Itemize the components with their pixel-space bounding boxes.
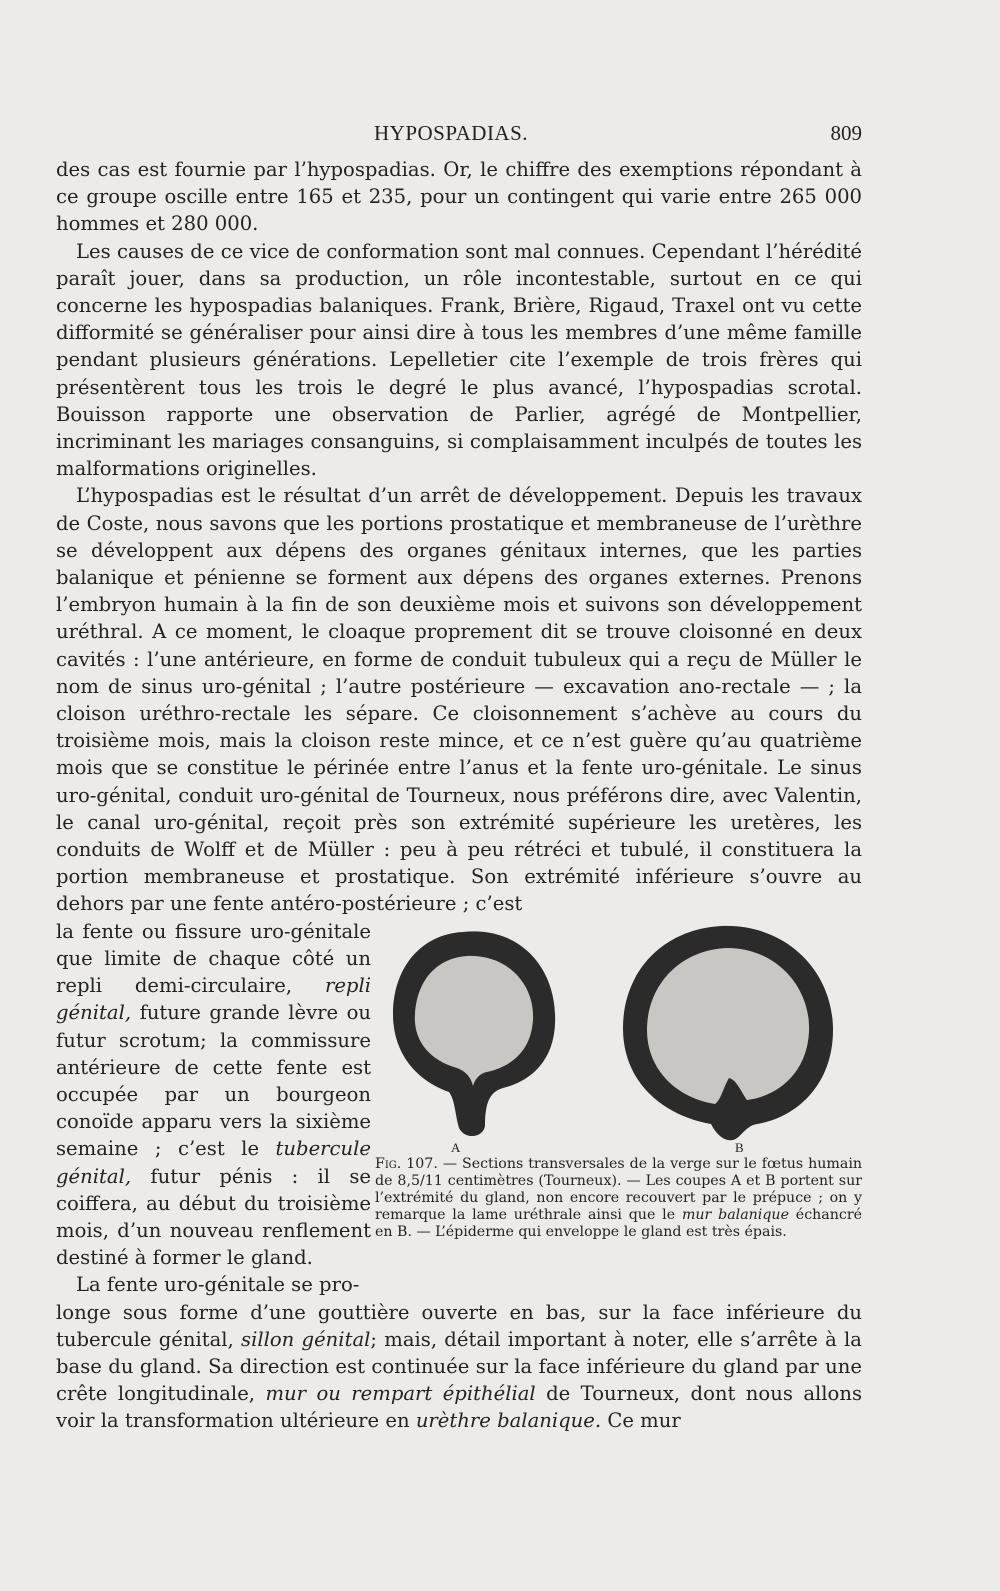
- paragraph-4-start: La fente uro-génitale se pro-: [76, 1273, 360, 1297]
- figure-107: [385, 918, 862, 1154]
- caption-italic: mur balanique: [681, 1206, 789, 1223]
- text-run: Ce mur: [607, 1409, 681, 1433]
- paragraph-4: [56, 1299, 862, 1435]
- section-b-drawing: [623, 926, 833, 1140]
- paragraph-2: Les causes de ce vice de conformation sont mal connues. Cependant l’hérédité paraît jouer, dans sa production, un rôle incontestable, surtout en ce qui concerne les hypospadias balaniques. Frank, Brière, Rigaud, Traxel ont vu cette difformité se généraliser pour ainsi dire à tous les membres d’une même famille pendant plusieurs générations. Lepelletier cite l’exemple de trois frères qui présentèrent tous les trois le degré le plus avancé, l’hypospadias scrotal. Bouisson rapporte une observation de Parlier, agrégé de Montpellier, incriminant les mariages consanguins, si complaisamment inculpés de toutes les malformations originelles.: [56, 239, 862, 481]
- paragraph-1: des cas est fournie par l’hypospadias. Or, le chiffre des exemptions répondant à ce groupe oscille entre 165 et 235, pour un contingent qui varie entre 265 000 hommes et 280 000.: [56, 158, 862, 236]
- text-run: de Tourneux, dont nous allons voir la transformation ultérieure en: [56, 1382, 863, 1433]
- figure-wrap-section: [56, 918, 862, 1299]
- running-header: [56, 121, 862, 151]
- caption-text: échancré en B. — L’épiderme qui enveloppe le gland est très épais.: [375, 1206, 862, 1240]
- italic-term: repli génital,: [56, 974, 371, 1025]
- paragraph-3-continued: [56, 918, 371, 1272]
- figure-caption: [371, 1156, 862, 1241]
- header-title: HYPOSPADIAS.: [374, 121, 529, 145]
- left-column-text: [56, 918, 371, 1299]
- text-run: longe sous forme d’une gouttière ouverte en bas, sur la face inférieure du tubercule génital,: [56, 1300, 862, 1351]
- figure-column: [371, 918, 862, 1299]
- label-b: B: [735, 1139, 744, 1155]
- text-run: ; mais, détail important à noter, elle s’arrête à la base du gland. Sa direction est continuée sur la face inférieure du gland par une crête longitudinale,: [56, 1327, 862, 1406]
- italic-term: urèthre balanique.: [415, 1409, 602, 1433]
- italic-term: mur ou rempart épithélial: [265, 1382, 536, 1406]
- section-a-drawing: [393, 931, 555, 1136]
- text-run: future grande lèvre ou futur scrotum; la commissure antérieure de cette fente est occupée par un bourgeon conoïde apparu vers la sixième semaine ; c’est le: [56, 1001, 371, 1161]
- text-run: la fente ou fissure uro-génitale que limite de chaque côté un repli demi-circulaire,: [56, 919, 371, 998]
- cross-section-illustration: [385, 918, 845, 1154]
- text-run: futur pénis : il se coiffera, au début du troisième mois, d’un nouveau renflement destiné à former le gland.: [56, 1164, 371, 1270]
- figure-number: Fig. 107.: [375, 1155, 438, 1172]
- paragraph-3: L’hypospadias est le résultat d’un arrêt de développement. Depuis les travaux de Coste, nous savons que les portions prostatique et membraneuse de l’urèthre se développent aux dépens des organes génitaux internes, que les parties balanique et pénienne se forment aux dépens des organes externes. Prenons l’embryon humain à la fin de son deuxième mois et suivons son développement uréthral. A ce moment, le cloaque proprement dit se trouve cloisonné en deux cavités : l’une antérieure, en forme de conduit tubuleux qui a reçu de Müller le nom de sinus uro-génital ; l’autre postérieure — excavation ano-rectale — ; la cloison uréthro-rectale les sépare. Ce cloisonnement s’achève au cours du troisième mois, mais la cloison reste mince, et ce n’est guère qu’au quatrième mois que se constitue le périnée entre l’anus et la fente uro-génitale. Le sinus uro-génital, conduit uro-génital de Tourneux, nous préférons dire, avec Valentin, le canal uro-génital, reçoit près son extrémité supérieure les uretères, les conduits de Wolff et de Müller : peu à peu rétréci et tubulé, il constituera la portion membraneuse et prostatique. Son extrémité inférieure s’ouvre au dehors par une fente antéro-postérieure ; c’est: [56, 484, 862, 916]
- page-number: 809: [830, 121, 862, 145]
- caption-text: — Sections transversales de la verge sur le fœtus humain de 8,5/11 centimètres (Tourneux). — Les coupes A et B portent sur l’extrémité du gland, non encore recouvert par le prépuce ; on y remarque la lame uréthrale ainsi que le: [375, 1155, 862, 1223]
- label-a: A: [451, 1139, 461, 1155]
- body-text: [56, 156, 862, 1435]
- italic-term: tubercule génital,: [56, 1137, 371, 1188]
- italic-term: sillon génital: [241, 1327, 371, 1351]
